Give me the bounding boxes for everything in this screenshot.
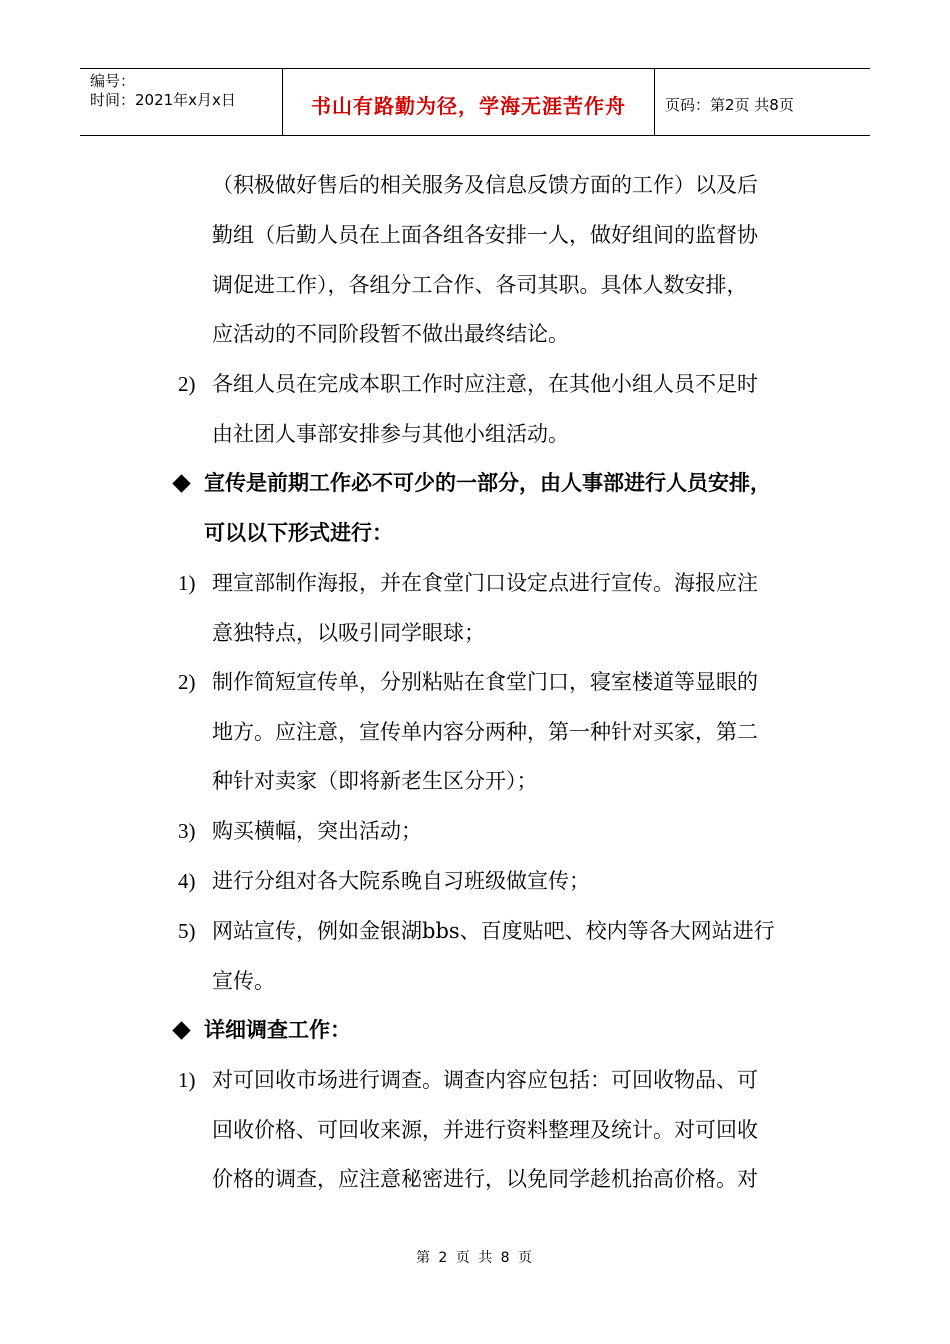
body-line: 勤组（后勤人员在上面各组各安排一人，做好组间的监督协 (212, 223, 758, 247)
section-heading: 可以以下形式进行： (204, 520, 393, 545)
body-line: 地方。应注意，宣传单内容分两种，第一种针对买家，第二 (212, 720, 758, 744)
body-line: 种针对卖家（即将新老生区分开）； (212, 769, 538, 793)
header-page-info: 页码：第2页 共8页 (665, 95, 794, 114)
body-line: 调促进工作），各组分工合作、各司其职。具体人数安排， (212, 273, 748, 297)
body-line: 应活动的不同阶段暂不做出最终结论。 (212, 322, 569, 346)
list-text: 各组人员在完成本职工作时应注意，在其他小组人员不足时 (212, 372, 758, 396)
document-date: 时间：2021年x月x日 (90, 91, 236, 109)
document-number-label: 编号： (90, 72, 136, 90)
list-text: 制作简短宣传单，分别粘贴在食堂门口，寝室楼道等显眼的 (212, 670, 758, 694)
section-heading: 详细调查工作： (204, 1017, 351, 1042)
body-line: （积极做好售后的相关服务及信息反馈方面的工作）以及后 (212, 173, 758, 197)
diamond-bullet-icon (172, 474, 190, 492)
body-line: 回收价格、可回收来源，并进行资料整理及统计。对可回收 (212, 1118, 758, 1142)
list-text: 进行分组对各大院系晚自习班级做宣传； (212, 869, 590, 893)
body-line: 意独特点，以吸引同学眼球； (212, 621, 485, 645)
page-footer: 第 2 页 共 8 页 (415, 1250, 535, 1266)
body-line: 价格的调查，应注意秘密进行，以免同学趁机抬高价格。对 (212, 1167, 758, 1191)
header-motto: 书山有路勤为径，学海无涯苦作舟 (311, 93, 626, 118)
body-line: 由社团人事部安排参与其他小组活动。 (212, 422, 569, 446)
list-number: 4) (178, 869, 196, 893)
list-number: 2) (178, 670, 196, 694)
section-heading: 宣传是前期工作必不可少的一部分，由人事部进行人员安排， (204, 470, 771, 495)
list-text: 对可回收市场进行调查。调查内容应包括：可回收物品、可 (212, 1068, 758, 1092)
list-text: 网站宣传，例如金银湖bbs、百度贴吧、校内等各大网站进行 (212, 919, 775, 943)
body-line: 宣传。 (212, 969, 275, 993)
diamond-bullet-icon (172, 1021, 190, 1039)
list-text: 购买横幅，突出活动； (212, 819, 422, 843)
list-text: 理宣部制作海报，并在食堂门口设定点进行宣传。海报应注 (212, 571, 758, 595)
list-number: 1) (178, 571, 196, 595)
list-number: 5) (178, 919, 196, 943)
header-meta (90, 72, 236, 110)
list-number: 1) (178, 1068, 196, 1092)
list-number: 2) (178, 372, 196, 396)
header-divider (654, 69, 655, 135)
page-header (80, 68, 870, 136)
list-number: 3) (178, 819, 196, 843)
